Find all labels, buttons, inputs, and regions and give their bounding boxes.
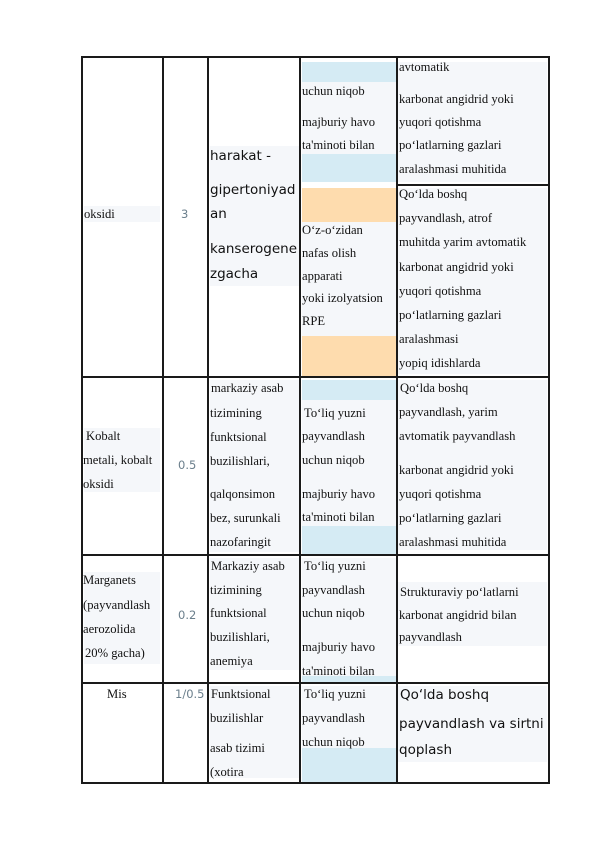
row2-ppe-bottom-band (302, 526, 396, 554)
row1-cond-line-2: karbonat angidrid yoki (399, 92, 514, 106)
row2-cond-line-5: yuqori qotishma (399, 487, 482, 501)
row1b-cond-line-3: muhitda yarim avtomatik (399, 235, 527, 249)
row2-ppe-top-band (302, 380, 396, 400)
row3-cond-line-2: karbonat angidrid bilan (399, 608, 517, 622)
row1-cond-line-1: avtomatik (399, 60, 450, 74)
row1b-ppe-bottom-band (302, 336, 396, 376)
row2-cond-line-7: aralashmasi muhitida (399, 535, 507, 549)
row2-number: 0.5 (178, 458, 197, 472)
row1-ppe-bottom-band (302, 154, 396, 182)
row1b-cond-line-8: yopiq idishlarda (399, 356, 481, 370)
row1-ppe-line-2: majburiy havo (302, 115, 376, 129)
row3-number: 0.2 (178, 608, 197, 622)
row3-substance-line-1: Marganets (83, 573, 136, 587)
grid-vline-4 (299, 58, 301, 784)
row1b-ppe-line-5: RPE (302, 314, 326, 328)
row1-ppe-line-3: ta'minoti bilan (302, 138, 375, 152)
grid-hline-row2 (81, 376, 550, 378)
row3-substance-line-2: (payvandlash (83, 598, 151, 612)
grid-vline-6 (548, 58, 550, 784)
row3-ppe-line-4: majburiy havo (302, 640, 376, 654)
row4-cond-line-2: payvandlash va sirtni (399, 716, 544, 732)
grid-hline-top (81, 56, 550, 58)
row1b-ppe-top-band (302, 188, 396, 222)
row2-ppe-line-3: uchun niqob (302, 453, 365, 467)
row1-substance: oksidi (84, 207, 115, 221)
row1-hazard-line-4: kanserogene (210, 241, 297, 257)
row2-hazard-line-5: qalqonsimon (210, 487, 276, 501)
row2-hazard-line-6: bez, surunkali (210, 511, 281, 525)
row2-hazard-line-3: funktsional (210, 430, 267, 444)
row2-substance-line-1: Kobalt (86, 429, 121, 443)
row1b-ppe-line-2: nafas olish (302, 246, 357, 260)
row1b-ppe-line-3: apparati (302, 269, 343, 283)
grid-vline-3 (207, 58, 209, 784)
grid-vline-5 (396, 58, 398, 784)
row3-substance-line-4: 20% gacha) (85, 646, 145, 660)
row1b-cond-line-7: aralashmasi (399, 332, 459, 346)
row1-cond-line-5: aralashmasi muhitida (399, 162, 507, 176)
row3-hazard-line-5: anemiya (210, 654, 253, 668)
row2-ppe-line-1: To‘liq yuzni (304, 406, 366, 420)
row4-hazard-line-3: asab tizimi (210, 741, 265, 755)
row1b-ppe-line-1: O‘z-o‘zidan (302, 223, 363, 237)
row3-substance-line-3: aerozolida (83, 622, 136, 636)
row1-hazard-line-1: harakat - (210, 148, 271, 164)
row1-hazard-line-3: an (210, 206, 227, 222)
row3-hazard-line-1: Markaziy asab (211, 559, 285, 573)
row3-hazard-line-3: funktsional (210, 606, 267, 620)
row2-ppe-line-2: payvandlash (302, 429, 365, 443)
row3-hazard-line-4: buzilishlari, (210, 630, 270, 644)
row2-substance-line-3: oksidi (83, 477, 114, 491)
row1-ppe-top-band (302, 62, 396, 82)
row2-substance-line-2: metali, kobalt (83, 453, 153, 467)
row1b-cond-line-6: po‘latlarning gazlari (399, 308, 502, 322)
row1-cond-line-4: po‘latlarning gazlari (399, 138, 502, 152)
row4-substance: Mis (107, 687, 127, 701)
row2-cond-line-2: payvandlash, yarim (399, 405, 498, 419)
row1b-cond-line-4: karbonat angidrid yoki (399, 260, 514, 274)
row3-cond-line-1: Strukturaviy po‘latlarni (400, 585, 519, 599)
row2-cond-line-1: Qo‘lda boshq (400, 381, 469, 395)
row2-hazard-line-7: nazofaringit (210, 535, 271, 549)
row3-cond-line-3: payvandlash (399, 630, 462, 644)
row1b-cond-line-5: yuqori qotishma (399, 284, 482, 298)
row3-ppe-line-5: ta'minoti bilan (302, 664, 375, 678)
row2-ppe-line-5: ta'minoti bilan (302, 510, 375, 524)
row1-hazard-line-2: gipertoniyad (210, 182, 296, 198)
row4-ppe-line-1: To‘liq yuzni (304, 687, 366, 701)
row2-hazard-line-2: tizimining (210, 406, 262, 420)
grid-vline-1 (81, 58, 83, 784)
row2-cond-line-4: karbonat angidrid yoki (399, 463, 514, 477)
row3-ppe-line-3: uchun niqob (302, 606, 365, 620)
row2-ppe-line-4: majburiy havo (302, 487, 376, 501)
row1-hazard-line-5: zgacha (210, 266, 259, 282)
row4-ppe-line-3: uchun niqob (302, 735, 365, 749)
row2-cond-line-3: avtomatik payvandlash (399, 429, 516, 443)
row2-cond-line-6: po‘latlarning gazlari (399, 511, 502, 525)
row1-number: 3 (181, 207, 189, 221)
row1b-cond-line-2: payvandlash, atrof (399, 211, 493, 225)
row4-ppe-line-2: payvandlash (302, 711, 365, 725)
row2-hazard-line-1: markaziy asab (211, 381, 284, 395)
row4-cond-line-3: qoplash (399, 742, 453, 758)
row3-ppe-line-1: To‘liq yuzni (304, 559, 366, 573)
row4-cond-line-1: Qo‘lda boshq (400, 687, 490, 703)
row4-hazard-line-2: buzilishlar (210, 711, 264, 725)
row1-ppe-line-1: uchun niqob (302, 84, 365, 98)
row3-ppe-line-2: payvandlash (302, 583, 365, 597)
row4-hazard-line-1: Funktsional (211, 687, 271, 701)
row1b-ppe-line-4: yoki izolyatsion (302, 291, 383, 305)
row1b-cond-line-1: Qo‘lda boshq (399, 187, 468, 201)
row3-hazard-line-2: tizimining (210, 583, 262, 597)
row4-number: 1/0.5 (175, 687, 205, 701)
row4-hazard-line-4: (xotira (210, 765, 244, 779)
grid-vline-2 (162, 58, 164, 784)
row1-cond-line-3: yuqori qotishma (399, 115, 482, 129)
row2-hazard-line-4: buzilishlari, (210, 454, 270, 468)
grid-hline-bottom (81, 782, 550, 784)
